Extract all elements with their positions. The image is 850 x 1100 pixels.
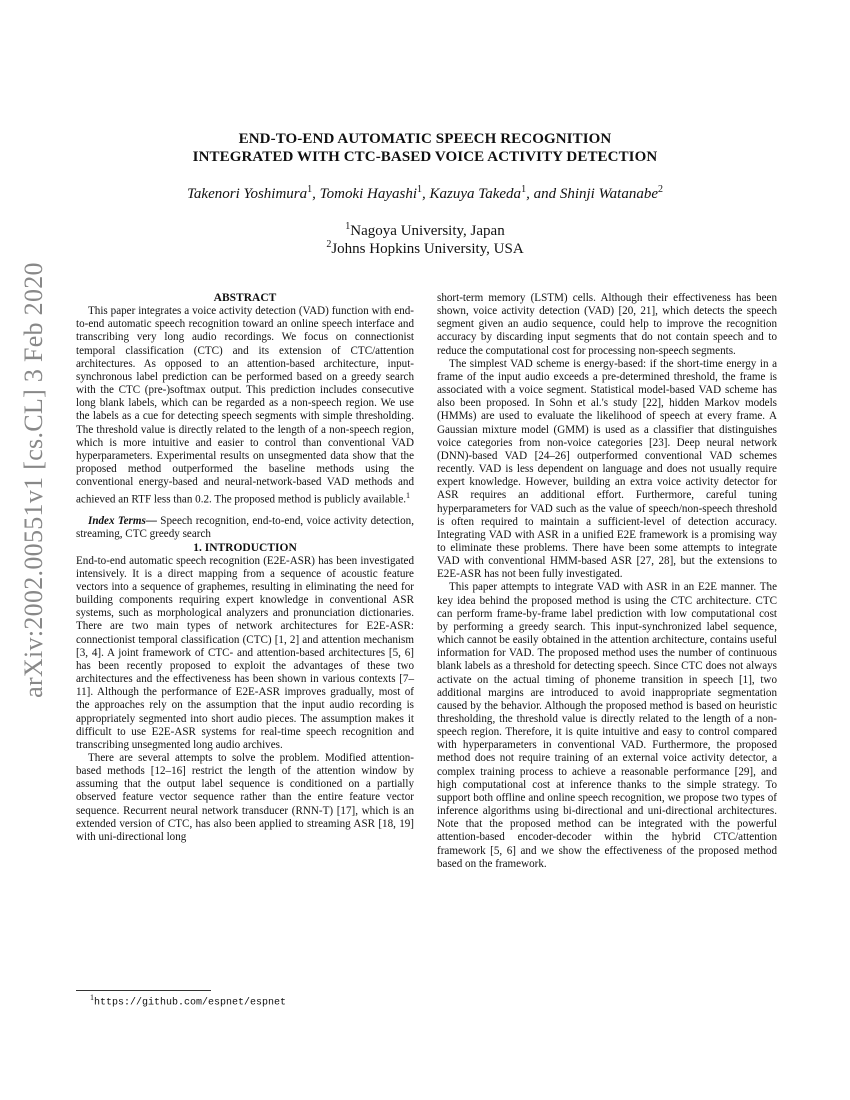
author-list (0, 184, 850, 203)
intro-paragraph-5: This paper attempts to integrate VAD with ASR in an E2E manner. The key idea behind the proposed method is using the CTC architecture. CTC can perform frame-by-frame label prediction with low computational cost by performing a greedy search. This input-synchronized label sequence, which cannot be easily obtained in the attention architecture, contains useful information for VAD. The proposed method uses the number of continuous blank labels as a threshold for detecting speech. Since CTC does not always activate on the actual timing of phoneme transition in speech [1], two additional margins are introduced to avoid inappropriate segmentation caused by the behavior. Although the proposed method is based on heuristic thresholding, the threshold value is directly related to the length of a non-speech region. Therefore, it is quite intuitive and easy to control compared with hyperparameters in conventional VAD. Furthermore, the proposed method does not require training of an external voice activity detector, a complex training process to achieve a reasonable performance [29], and high computational cost at inference thanks to the simple strategy. To support both offline and online speech recognition, we propose two types of inference algorithms using bi-directional and uni-directional architectures. Note that the proposed method can be integrated with the powerful attention-based encoder-decoder within the hybrid CTC/attention framework [5, 6] and we show the effectiveness of the proposed method based on the framework. (437, 581, 777, 870)
left-column (76, 292, 414, 844)
index-terms-text: Speech recognition, end-to-end, voice activity detection, streaming, CTC greedy search (76, 515, 414, 541)
footnote-number: 1 (90, 993, 94, 1002)
intro-paragraph-4: The simplest VAD scheme is energy-based: if the short-time energy in a frame of the input audio exceeds a pre-determined threshold, the frame is associated with a voice segment. Statistical model-based VAD scheme has also been proposed. In Sohn et al.'s study [22], hidden Markov models (HMMs) are used to evaluate the likelihood of speech at every frame. A Gaussian mixture model (GMM) is used as a classifier that distinguishes voice categories from non-voice categories [23]. Deep neural network (DNN)-based VAD [24–26] outperformed conventional VAD schemes recently. VAD is less dependent on language and does not usually require expert knowledge. However, building an extra voice activity detector for ASR requires an additional effort. Furthermore, careful tuning hyperparameters for VAD such as the value of speech/non-speech threshold is often required to maintain a sufficient-level of detection accuracy. Integrating VAD with ASR in a unified E2E framework is a promising way to eliminate these problems. There have been some attempts to integrate VAD with conventional HMM-based ASR [27, 28], but the extensions to E2E-ASR has not been fully investigated. (437, 357, 777, 581)
author-name: Shinji Watanabe (559, 186, 659, 202)
paper-title (0, 130, 850, 166)
title-line-1: END-TO-END AUTOMATIC SPEECH RECOGNITION (238, 131, 612, 147)
title-line-2: INTEGRATED WITH CTC-BASED VOICE ACTIVITY DETECTION (192, 149, 658, 165)
index-terms (76, 515, 414, 541)
author-name: Kazuya Takeda (429, 186, 522, 202)
author-separator: , (422, 186, 430, 202)
affiliation-1 (0, 221, 850, 240)
intro-paragraph-3: short-term memory (LSTM) cells. Although their effectiveness has been shown, voice activity detection (VAD) [20, 21], which detects the speech segment given an audio sequence, could help to improve the recognition accuracy by discarding input segments that do not contain speech and to reduce the computational cost for processing non-speech segments. (437, 292, 777, 357)
footnote-divider (76, 990, 211, 991)
footnote-link[interactable]: https://github.com/espnet/espnet (94, 997, 287, 1009)
affiliation-number: 2 (326, 239, 332, 250)
footnote-mark: 1 (406, 491, 411, 501)
affiliation-text: Nagoya University, Japan (350, 223, 505, 239)
intro-paragraph-2: There are several attempts to solve the problem. Modified attention-based methods [12–16] restrict the length of the attention window by assuming that the output label sequence is conditioned on a partially observed feature vector sequence rather than the entire feature vector sequence. Recurrent neural network transducer (RNN-T) [17], which is an extended version of CTC, has also been applied to streaming ASR [18, 19] with uni-directional long (76, 752, 414, 843)
author-name: Takenori Yoshimura (186, 186, 308, 202)
author-affiliation-mark: 1 (521, 184, 527, 195)
author-separator: , and (526, 186, 560, 202)
intro-paragraph-1: End-to-end automatic speech recognition (E2E-ASR) has been investigated intensively. It is a direct mapping from a sequence of acoustic feature vectors into a sequence of graphemes, resulting in eliminating the need for building components requiring expert knowledge in conventional ASR systems, such as morphological analyzers and pronunciation dictionaries. There are two main types of network architectures for E2E-ASR: connectionist temporal classification (CTC) [1, 2] and attention mechanism [3, 4]. A joint framework of CTC- and attention-based architectures [5, 6] has been recently proposed to exploit the advantages of these two architectures and the effectiveness has been shown in various contexts [7–11]. Although the performance of E2E-ASR improves gradually, most of the approaches rely on the assumption that the input audio recording is appropriately segmented into short audio pieces. The assumption makes it difficult to use E2E-ASR systems for real-time speech recognition and transcribing unsegmented long audio archives. (76, 554, 414, 751)
right-column (437, 292, 777, 871)
affiliation-text: Johns Hopkins University, USA (331, 241, 524, 257)
abstract-text (76, 305, 414, 507)
index-terms-label: Index Terms— (88, 515, 157, 528)
affiliation-number: 1 (345, 221, 351, 232)
arxiv-identifier-stamp (8, 262, 60, 698)
author-affiliation-mark: 2 (658, 184, 664, 195)
author-separator: , (312, 186, 320, 202)
arxiv-identifier-text: arXiv:2002.00551v1 [cs.CL] 3 Feb 2020 (19, 262, 48, 698)
introduction-heading: 1. INTRODUCTION (193, 541, 297, 554)
footnote (90, 993, 286, 1008)
author-affiliation-mark: 1 (417, 184, 423, 195)
abstract-body: This paper integrates a voice activity detection (VAD) function with end-to-end automatic speech recognition toward an online speech interface and transcribing very long audio recordings. We focus on connectionist temporal classification (CTC) and its extension of CTC/attention architectures. As opposed to an attention-based architecture, input-synchronous label prediction can be performed based on a greedy search with the CTC (pre-)softmax output. This prediction includes consecutive long blank labels, which can be regarded as a non-speech region. We use the labels as a cue for detecting speech segments with simple thresholding. The threshold value is directly related to the length of a non-speech region, which is more intuitive and easier to control than conventional VAD hyperparameters. Experimental results on unsegmented data show that the proposed method outperformed the baseline methods using the conventional energy-based and neural-network-based VAD methods and achieved an RTF less than 0.2. The proposed method is publicly available. (76, 305, 414, 507)
author-affiliation-mark: 1 (307, 184, 313, 195)
author-name: Tomoki Hayashi (319, 186, 418, 202)
abstract-heading: ABSTRACT (213, 292, 277, 304)
affiliation-2 (0, 239, 850, 258)
